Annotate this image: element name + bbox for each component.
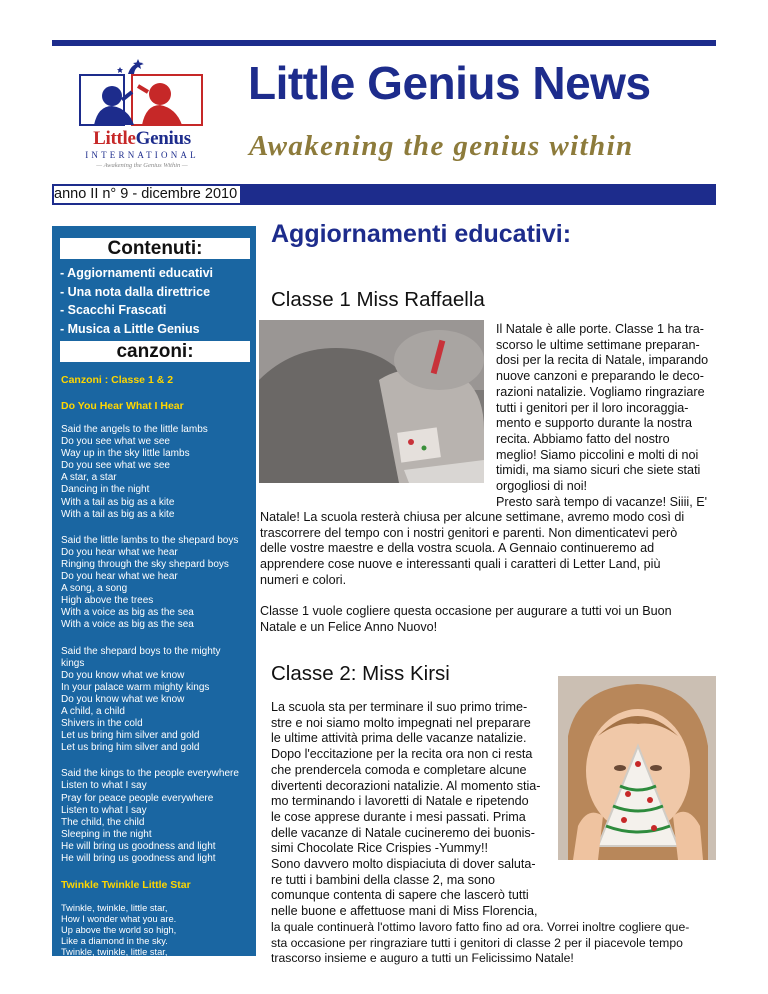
logo-international: INTERNATIONAL (85, 150, 199, 160)
lyric-line: Do you know what we know (61, 693, 185, 705)
text-line: numeri e colori. (260, 572, 347, 587)
lyric-line: Said the shepard boys to the mighty (61, 645, 221, 657)
lyric-line: Like a diamond in the sky. (61, 936, 168, 947)
text-line: Il Natale è alle porte. Classe 1 ha tra- (496, 322, 704, 336)
lyric-line: Said the little lambs to the shepard boys (61, 534, 239, 546)
lyric-line: He will bring us goodness and light (61, 840, 216, 852)
lyric-line: A star, a star (61, 472, 117, 484)
lyric-line: How I wonder what you are. (61, 914, 177, 925)
text-line: meglio! Siamo piccolini e molti di noi (496, 447, 699, 462)
text-line: Classe 1 vuole cogliere questa occasione per augurare a tutti voi un Buon (260, 604, 672, 618)
lyric-line: A song, a song (61, 583, 128, 595)
text-line: re tutti i bambini della classe 2, ma sono (271, 872, 496, 887)
top-rule (52, 40, 716, 46)
class2-paragraph-continued (271, 920, 721, 967)
lyric-line: kings (61, 657, 85, 669)
lyric-line: Listen to what I say (61, 804, 147, 816)
text-line: le cose apprese durante i mesi passati. Prima (271, 809, 526, 824)
lyric-line: With a tail as big as a kite (61, 508, 175, 520)
text-line: mo terminando i lavoretti di Natale e ripetendo (271, 794, 529, 809)
toc-item: - Una nota dalla direttrice (60, 284, 211, 299)
lyric-line: He will bring us goodness and light (61, 853, 216, 864)
contents-heading: Contenuti: (60, 238, 250, 259)
lyric-line: Do you see what we see (61, 460, 170, 472)
text-line: delle vacanze di Natale cucineremo dei buonis- (271, 825, 535, 840)
class1-paragraph-3 (260, 604, 720, 635)
text-line: Dopo l'eccitazione per la recita ora non ci resta (271, 747, 533, 762)
text-line: sta occasione per ringraziare tutti i genitori di classe 2 per il piacevole tempo (271, 935, 683, 950)
class1-paragraph-2-start (496, 495, 707, 511)
text-line: La scuola sta per terminare il suo primo trime- (271, 700, 528, 714)
lyric-line: Twinkle, twinkle, little star, (61, 947, 168, 958)
lyric-line: Way up in the sky little lambs (61, 448, 190, 460)
lyric-line: The child, the child (61, 816, 145, 828)
lyric-line: Do you hear what we hear (61, 571, 178, 583)
lyric-line: Listen to what I say (61, 780, 147, 792)
lyric-line: Do you hear what we hear (61, 546, 178, 558)
lyric-line: With a voice as big as the sea (61, 607, 194, 619)
issue-bar (52, 184, 716, 205)
lyric-line: Do you know what we know (61, 669, 185, 681)
text-line: orgogliosi di noi! (496, 479, 588, 494)
text-line: tutti i genitori per il loro incoraggia- (496, 400, 689, 415)
class1-paragraph-1 (496, 322, 718, 495)
song-verse (61, 768, 253, 865)
text-line: Presto sarà tempo di vacanze! Siiii, E' (496, 495, 707, 509)
text-line: che prendercela comoda e completare alcune (271, 762, 527, 777)
lyric-line: Pray for peace people everywhere (61, 792, 214, 804)
lyric-line: Shivers in the cold (61, 718, 143, 730)
song-title: Do You Hear What I Hear (61, 400, 184, 412)
toc-item: - Scacchi Frascati (60, 303, 167, 317)
section-heading: Aggiornamenti educativi: (271, 220, 572, 248)
text-line: stre e noi siamo molto impegnati nel preparare (271, 715, 531, 730)
child-christmas-tree-photo (558, 676, 716, 860)
text-line: razioni natalizie. Vogliamo ringraziare (496, 384, 705, 399)
text-line: delle vostre maestre e della vostra scuola. A Gennaio continueremo ad (260, 541, 655, 556)
songs-subtitle: Canzoni : Classe 1 & 2 (61, 374, 174, 386)
lyric-line: Up above the world so high, (61, 925, 177, 936)
lyric-line: Said the angels to the little lambs (61, 424, 208, 435)
lyric-line: Ringing through the sky shepard boys (61, 558, 229, 570)
lyric-line: A child, a child (61, 705, 125, 717)
lyric-line: Let us bring him silver and gold (61, 730, 200, 742)
text-line: divertenti decorazioni natalizie. Al momento stia- (271, 778, 541, 793)
text-line: trascorso insieme e auguro a tutti un Felicissimo Natale! (271, 951, 574, 966)
logo-wordmark (72, 128, 212, 150)
text-line: le ultime attività prima delle vacanze natalizie. (271, 731, 527, 746)
songs-heading: canzoni: (60, 341, 250, 362)
song-verse (61, 903, 253, 958)
toc-item: - Aggiornamenti educativi (60, 266, 214, 280)
song-verse (61, 646, 253, 755)
songs-section (61, 374, 253, 972)
text-line: Natale! La scuola resterà chiusa per alcune settimane, avremo modo così di (260, 510, 685, 524)
text-line: apprendere cose nuove e interessanti quali i caratteri di Letter Land, più (260, 557, 661, 572)
lyric-line: Dancing in the night (61, 484, 150, 496)
lyric-line: Sleeping in the night (61, 828, 152, 840)
masthead-tagline: Awakening the genius within (249, 130, 634, 162)
class2-title: Classe 2: Miss Kirsi (271, 662, 450, 685)
lyric-line: With a tail as big as a kite (61, 496, 175, 508)
class1-paragraph-2 (260, 510, 720, 589)
sidebar (52, 226, 256, 956)
text-line: mento e supporto durante la nostra (496, 416, 693, 431)
toc-item: - Musica a Little Genius (60, 321, 200, 336)
logo-motto: — Awakening the Genius Within — (96, 162, 188, 169)
masthead-title: Little Genius News (248, 57, 651, 109)
song-verse (61, 535, 253, 632)
issue-label: anno II n° 9 - dicembre 2010 (54, 186, 240, 203)
text-line: Sono davvero molto dispiaciuta di dover saluta- (271, 857, 536, 872)
lyric-line: Said the kings to the people everywhere (61, 768, 239, 780)
song-title: Twinkle Twinkle Little Star (61, 879, 191, 892)
lyric-line: Twinkle, twinkle, little star, (61, 903, 168, 914)
text-line: trascorrere del tempo con i nostri genitori e parenti. Non dimenticatevi però (260, 525, 678, 540)
text-line: scorso le ultime settimane preparan- (496, 337, 700, 352)
text-line: nuove canzoni e preparando le deco- (496, 369, 704, 384)
logo-brand-part2: Genius (135, 128, 191, 149)
text-line: comunque contenta di sapere che lascerò tutti (271, 888, 529, 903)
logo-brand-part1: Little (93, 128, 136, 149)
text-line: simi Chocolate Rice Crispies -Yummy!! (271, 841, 488, 856)
text-line: la quale continuerà l'ottimo lavoro fatto fino ad ora. Vorrei inoltre cogliere que- (271, 920, 690, 934)
lyric-line: High above the trees (61, 595, 154, 607)
lyric-line: Do you see what we see (61, 436, 170, 448)
text-line: timidi, ma siamo sicuri che siete stati (496, 463, 701, 478)
lyric-line: With a voice as big as the sea (61, 619, 194, 631)
text-line: Natale e un Felice Anno Nuovo! (260, 619, 438, 634)
child-crafting-photo (259, 320, 484, 483)
table-of-contents (60, 264, 213, 338)
lyric-line: In your palace warm mighty kings (61, 681, 210, 693)
text-line: recita. Abbiamo fatto del nostro (496, 431, 670, 446)
text-line: nelle buone e affettuose mani di Miss Florencia, (271, 904, 538, 919)
class2-paragraph (271, 700, 556, 920)
text-line: dosi per la recita di Natale, imparando (496, 353, 709, 368)
lyric-line: Let us bring him silver and gold (61, 742, 200, 754)
song-verse (61, 424, 253, 521)
class1-title: Classe 1 Miss Raffaella (271, 288, 485, 311)
